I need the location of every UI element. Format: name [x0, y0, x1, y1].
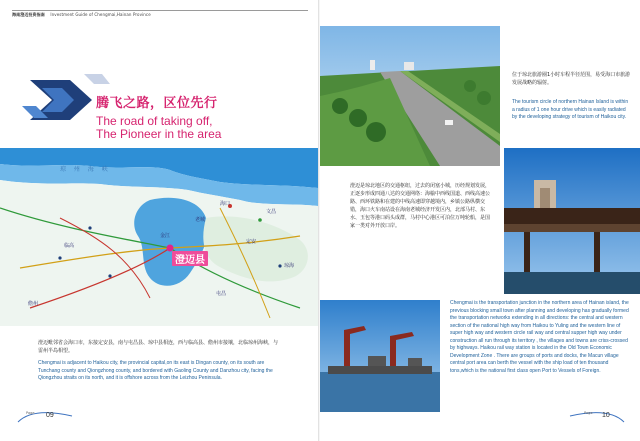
port-photo [320, 300, 440, 412]
running-header-en: Investment Guide of Chengmai,Hainan Province [50, 12, 151, 17]
folio-swoosh-icon [16, 410, 74, 424]
transport-text-en-block [450, 300, 630, 375]
map-place-label: 屯昌 [216, 291, 227, 297]
transport-text-en: Chengmai is the transportation junction in the northern area of Hainan island, the previous blocking small town after planning and developing has gradually formed the transportation networks extending in all directions: the central and western section of the national high way from Haikou to Yuling and the western line of super high way and western circle rail way and central supper high way under construction all run through its territory , the villages and towns are criss-crossed by highways. Haikou rail way station is located in the Old Town Economic Development Zone . There are groups of ports and docks, the Macun village central port area can berth the vessel with the ship load of ten thousand tons,which is the national first class open Port to Vessels of Foreign. [450, 300, 629, 374]
section-title-cn: 腾飞之路，区位先行 [96, 96, 218, 111]
map-place-label: 临高 [64, 243, 75, 249]
folio-swoosh-icon [568, 410, 626, 424]
map-place-label: 海口 [220, 201, 231, 207]
folio-right [568, 410, 626, 424]
bridge-photo [504, 148, 640, 294]
tourism-text-en: The tourism circle of northern Hainan Island is within a radius of 1 one hour drive which is easily radiated by the developing strategy of tourism of Haikou city. [512, 99, 629, 120]
header-rule [12, 10, 308, 11]
map-place-label: 金江 [160, 233, 171, 239]
folio-label: Page [26, 411, 35, 415]
map-city-label: 澄迈县 [172, 251, 208, 266]
map-place-label: 儋州 [28, 301, 39, 307]
running-header-cn: 海南澄迈投资指南 [12, 12, 45, 17]
tourism-text-block [512, 72, 632, 122]
tourism-text-cn: 位于琼北旅游圈1小时车程半径范围，易受海口市旅游发展战略的辐射。 [512, 72, 631, 86]
section-title-en-line2: The Pioneer in the area [96, 127, 222, 141]
folio-label: Page [584, 411, 593, 415]
page-number: 09 [46, 412, 54, 419]
page-number: 10 [602, 412, 610, 419]
map-place-label: 琼海 [284, 263, 295, 269]
right-page [320, 0, 640, 441]
map-place-label: 老城 [195, 217, 206, 223]
map-caption [38, 340, 278, 383]
map-caption-cn: 澄迈毗邻省会海口市，东接定安县，南与屯昌县、琼中县相连，西与临高县、儋州市接壤，北临琼州海峡，与雷州半岛相望。 [38, 340, 279, 354]
map-sea-label: 琼 州 海 峡 [60, 166, 111, 173]
map-place-label: 文昌 [266, 209, 277, 215]
map-caption-en: Chengmai is adjacent to Haikou city, the provincial capital,on its east is Dingan county, on its south are Tunchang county and Qiongzhong county, and bordered with Gaoling County and Danzhou city, facing the Qiongzhou straits on its north, and it is offshore across from the Leizhou Peninsula. [38, 360, 273, 381]
section-title-en-line1: The road of taking off, [96, 114, 213, 128]
road-photo [320, 26, 500, 166]
transport-text-cn-block [350, 182, 490, 230]
map-place-label: 定安 [246, 239, 257, 245]
location-map [0, 148, 318, 326]
transport-text-cn: 澄迈是琼北地区的交通枢纽，过去的闭塞小城，历经规划发展，正逐步形成四通八达的交通网络：海榆中西线国道、西线高速公路、西环铁路和在建的中线高速即穿越境内，乡镇公路纵横交错，海口火车南站设在海南老城经济开发区内，北部马村、东水、玉包等港口码头成群，马村中心港区可泊位万吨轮船，是国家一类对外开放口岸。 [350, 183, 491, 229]
running-header [12, 12, 151, 18]
folio-left [16, 410, 74, 424]
